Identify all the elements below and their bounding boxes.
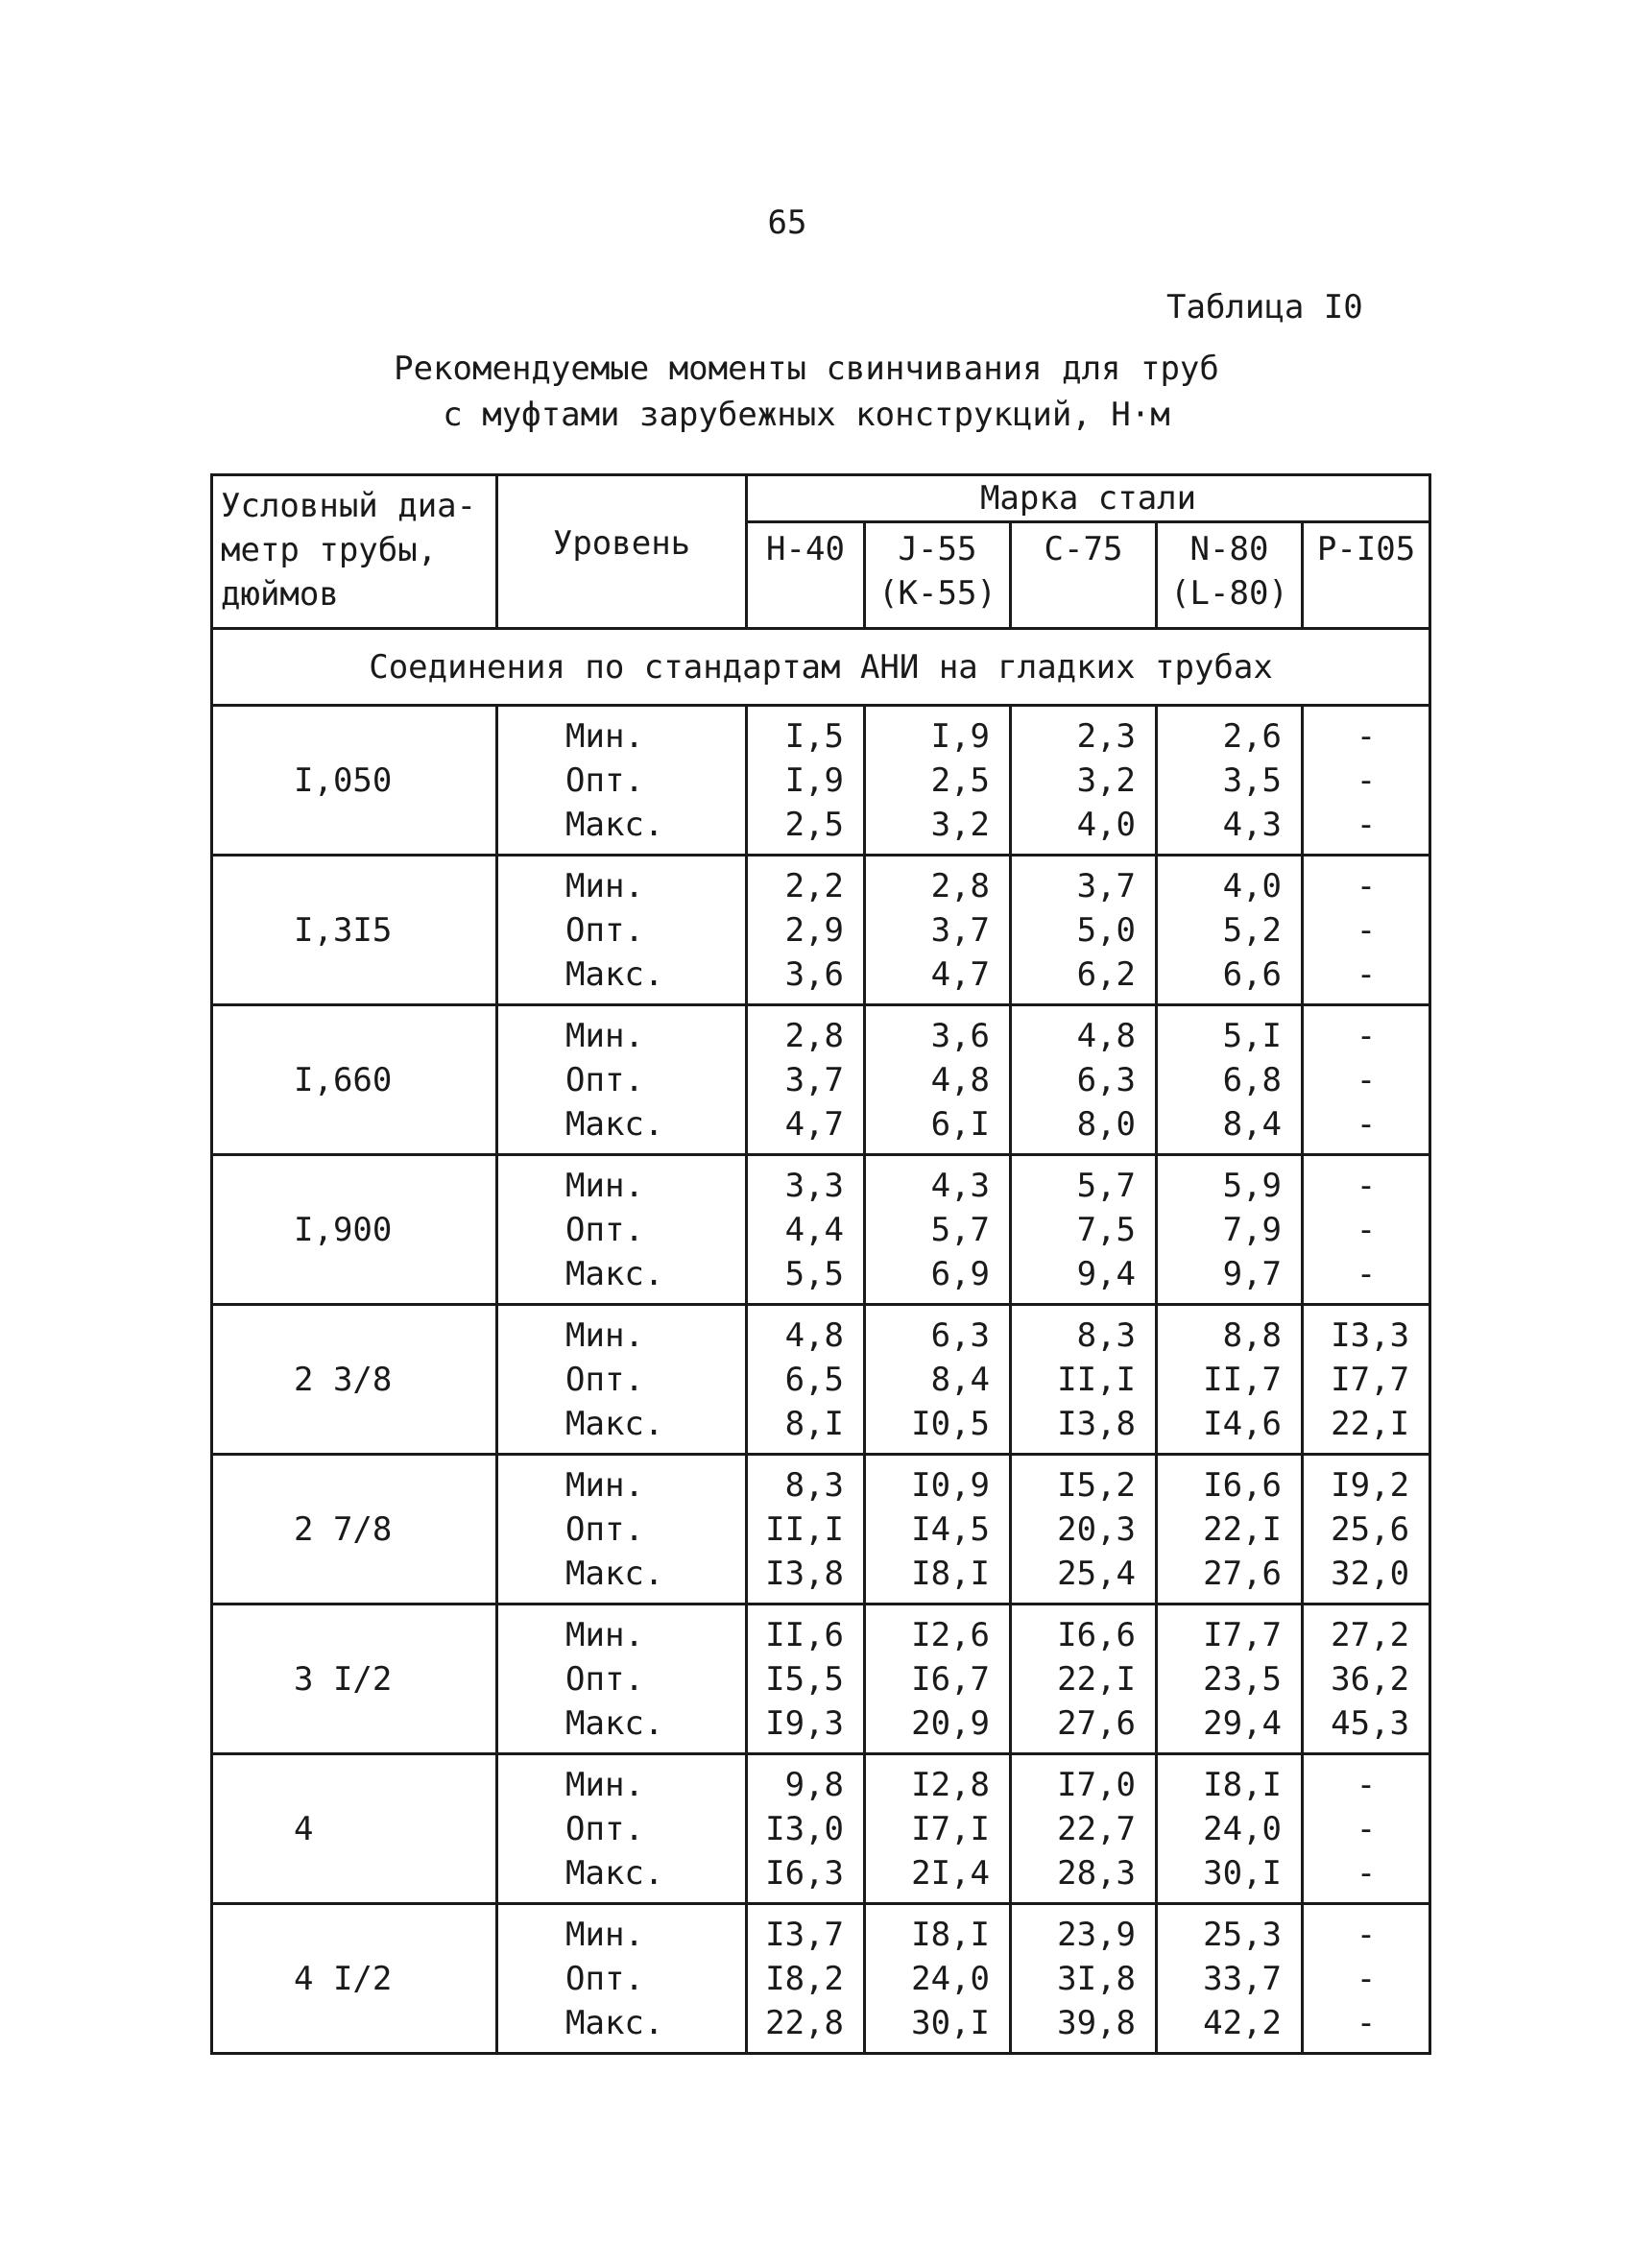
table-row [212, 1305, 1430, 1455]
pipe-diameter: 2 7/8 [212, 1455, 497, 1604]
header-diameter-line-1: Условный диа- [221, 487, 477, 525]
torque-values [1011, 1155, 1157, 1305]
torque-value: - [1356, 1809, 1377, 1848]
torque-values [1011, 1455, 1157, 1604]
level-label: Мин. [565, 1166, 644, 1205]
torque-value: I6,3 [765, 1853, 844, 1893]
header-grade-n80 [1157, 522, 1303, 629]
torque-value: I5,2 [1057, 1465, 1136, 1505]
level-label: Макс. [565, 1703, 664, 1743]
torque-value: 22,I [1057, 1659, 1136, 1699]
torque-values [1157, 1155, 1303, 1305]
torque-value: 9,4 [1076, 1254, 1136, 1293]
torque-value: II,I [1057, 1360, 1136, 1399]
torque-values [747, 1754, 865, 1904]
header-diameter-line-2: метр трубы, [221, 531, 438, 569]
torque-value: 6,8 [1222, 1060, 1282, 1099]
torque-values [1303, 1155, 1430, 1305]
torque-value: I8,2 [765, 1959, 844, 1998]
torque-value: 7,5 [1076, 1210, 1136, 1249]
pipe-diameter: I,3I5 [212, 856, 497, 1005]
torque-value: - [1356, 1210, 1377, 1249]
level-label: Мин. [565, 1465, 644, 1505]
level-labels [497, 856, 747, 1005]
torque-values [865, 706, 1011, 856]
header-steel-grade: Марка стали [747, 475, 1430, 522]
torque-values [1303, 1005, 1430, 1155]
header-diameter-line-3: дюймов [221, 575, 339, 614]
torque-value: 3,6 [784, 954, 844, 994]
torque-values [1157, 1455, 1303, 1604]
level-label: Макс. [565, 1853, 664, 1893]
torque-value: I7,7 [1203, 1615, 1282, 1654]
torque-value: I0,9 [911, 1465, 990, 1505]
torque-value: I6,6 [1057, 1615, 1136, 1654]
table-row [212, 1455, 1430, 1604]
torque-value: 9,8 [784, 1765, 844, 1804]
torque-values [1157, 1005, 1303, 1155]
torque-value: 4,3 [930, 1166, 990, 1205]
torque-values [865, 1155, 1011, 1305]
table-caption [0, 346, 1613, 438]
level-labels [497, 1904, 747, 2054]
torque-values [747, 856, 865, 1005]
grade-n80-alt: (L-80) [1170, 574, 1288, 613]
pipe-diameter: I,660 [212, 1005, 497, 1155]
torque-value: 3,2 [930, 805, 990, 844]
torque-values [1303, 1305, 1430, 1455]
torque-value: 4,8 [1076, 1016, 1136, 1055]
level-label: Мин. [565, 1765, 644, 1804]
level-label: Макс. [565, 805, 664, 844]
torque-value: 25,6 [1331, 1509, 1410, 1549]
torque-values [747, 706, 865, 856]
torque-value: 2,3 [1076, 716, 1136, 756]
torque-value: 4,7 [930, 954, 990, 994]
level-label: Мин. [565, 716, 644, 756]
header-level: Уровень [497, 475, 747, 629]
torque-value: I9,2 [1331, 1465, 1410, 1505]
torque-values [865, 1455, 1011, 1604]
torque-value: - [1356, 2003, 1377, 2042]
level-label: Опт. [565, 910, 644, 950]
torque-value: 2,9 [784, 910, 844, 950]
torque-value: 4,8 [784, 1315, 844, 1355]
torque-value: 6,2 [1076, 954, 1136, 994]
torque-value: I4,6 [1203, 1404, 1282, 1443]
torque-value: 23,5 [1203, 1659, 1282, 1699]
level-labels [497, 1005, 747, 1155]
grade-c75-name: С-75 [1044, 530, 1123, 568]
level-label: Мин. [565, 1615, 644, 1654]
caption-line-2: с муфтами зарубежных конструкций, Н·м [443, 396, 1170, 434]
torque-value: - [1356, 1016, 1377, 1055]
torque-value: I3,0 [765, 1809, 844, 1848]
torque-values [1303, 1754, 1430, 1904]
torque-value: 24,0 [1203, 1809, 1282, 1848]
level-label: Опт. [565, 1060, 644, 1099]
caption-line-1: Рекомендуемые моменты свинчивания для труб [394, 350, 1219, 388]
torque-values [747, 1305, 865, 1455]
torque-values [1157, 1305, 1303, 1455]
torque-values [1011, 1904, 1157, 2054]
level-label: Опт. [565, 1809, 644, 1848]
torque-value: 6,3 [1076, 1060, 1136, 1099]
level-label: Макс. [565, 954, 664, 994]
torque-value: - [1356, 1060, 1377, 1099]
level-label: Мин. [565, 866, 644, 905]
torque-value: - [1356, 1166, 1377, 1205]
pipe-diameter: I,900 [212, 1155, 497, 1305]
pipe-diameter: 4 I/2 [212, 1904, 497, 2054]
torque-value: - [1356, 1104, 1377, 1144]
torque-value: 4,0 [1076, 805, 1136, 844]
level-label: Мин. [565, 1016, 644, 1055]
table-label: Таблица I0 [1166, 288, 1363, 326]
torque-value: I6,6 [1203, 1465, 1282, 1505]
grade-j55-alt: (К-55) [878, 574, 997, 613]
torque-value: 6,I [930, 1104, 990, 1144]
torque-value: 22,8 [765, 2003, 844, 2042]
level-label: Мин. [565, 1315, 644, 1355]
torque-value: 8,4 [1222, 1104, 1282, 1144]
level-label: Опт. [565, 760, 644, 800]
torque-value: 22,7 [1057, 1809, 1136, 1848]
torque-value: 4,7 [784, 1104, 844, 1144]
level-labels [497, 1155, 747, 1305]
torque-value: 27,2 [1331, 1615, 1410, 1654]
header-grade-h40 [747, 522, 865, 629]
torque-value: 5,2 [1222, 910, 1282, 950]
torque-value: 2,6 [1222, 716, 1282, 756]
torque-value: 4,8 [930, 1060, 990, 1099]
table-row [212, 1904, 1430, 2054]
torque-value: 3,7 [784, 1060, 844, 1099]
torque-values [1157, 706, 1303, 856]
torque-value: - [1356, 805, 1377, 844]
torque-value: I,9 [784, 760, 844, 800]
table-row [212, 856, 1430, 1005]
torque-values [1011, 1305, 1157, 1455]
torque-value: 2I,4 [911, 1853, 990, 1893]
torque-values [747, 1155, 865, 1305]
torque-values [865, 1904, 1011, 2054]
torque-value: I,9 [930, 716, 990, 756]
torque-value: I6,7 [911, 1659, 990, 1699]
level-label: Макс. [565, 1554, 664, 1593]
torque-values [865, 856, 1011, 1005]
torque-value: - [1356, 954, 1377, 994]
torque-value: I2,8 [911, 1765, 990, 1804]
torque-value: 28,3 [1057, 1853, 1136, 1893]
torque-value: I3,7 [765, 1915, 844, 1954]
torque-value: 2,5 [784, 805, 844, 844]
torque-table [210, 473, 1431, 2055]
torque-value: 42,2 [1203, 2003, 1282, 2042]
level-label: Опт. [565, 1509, 644, 1549]
header-grade-p105 [1303, 522, 1430, 629]
torque-value: 6,9 [930, 1254, 990, 1293]
torque-value: 32,0 [1331, 1554, 1410, 1593]
torque-value: 5,9 [1222, 1166, 1282, 1205]
section-title: Соединения по стандартам АНИ на гладких трубах [212, 629, 1430, 706]
torque-value: - [1356, 866, 1377, 905]
torque-value: 27,6 [1203, 1554, 1282, 1593]
torque-values [747, 1904, 865, 2054]
torque-value: I,5 [784, 716, 844, 756]
grade-n80-name: N-80 [1189, 530, 1269, 568]
level-labels [497, 1754, 747, 1904]
torque-values [865, 1005, 1011, 1155]
torque-values [1157, 1904, 1303, 2054]
torque-value: 5,I [1222, 1016, 1282, 1055]
header-grade-c75 [1011, 522, 1157, 629]
torque-value: 22,I [1203, 1509, 1282, 1549]
torque-values [1157, 1754, 1303, 1904]
torque-values [1011, 856, 1157, 1005]
torque-values [1303, 856, 1430, 1005]
page-number: 65 [767, 204, 807, 242]
table-row [212, 1155, 1430, 1305]
torque-value: I0,5 [911, 1404, 990, 1443]
torque-value: 3I,8 [1057, 1959, 1136, 1998]
torque-value: 5,5 [784, 1254, 844, 1293]
torque-value: I8,I [911, 1554, 990, 1593]
torque-value: 45,3 [1331, 1703, 1410, 1743]
header-diameter [212, 475, 497, 629]
torque-value: 6,6 [1222, 954, 1282, 994]
pipe-diameter: I,050 [212, 706, 497, 856]
torque-value: 3,2 [1076, 760, 1136, 800]
torque-value: II,7 [1203, 1360, 1282, 1399]
level-label: Опт. [565, 1360, 644, 1399]
table-row [212, 706, 1430, 856]
table-row [212, 1604, 1430, 1754]
torque-value: 39,8 [1057, 2003, 1136, 2042]
torque-value: 3,6 [930, 1016, 990, 1055]
torque-value: 2,8 [930, 866, 990, 905]
torque-values [1011, 1604, 1157, 1754]
torque-value: I9,3 [765, 1703, 844, 1743]
torque-value: 8,3 [784, 1465, 844, 1505]
torque-value: 4,0 [1222, 866, 1282, 905]
grade-j55-name: J-55 [898, 530, 977, 568]
torque-values [865, 1754, 1011, 1904]
table-row [212, 1005, 1430, 1155]
torque-value: 3,3 [784, 1166, 844, 1205]
level-labels [497, 1604, 747, 1754]
torque-value: 36,2 [1331, 1659, 1410, 1699]
torque-value: 5,7 [930, 1210, 990, 1249]
torque-values [865, 1305, 1011, 1455]
pipe-diameter: 3 I/2 [212, 1604, 497, 1754]
torque-values [865, 1604, 1011, 1754]
torque-values [1303, 706, 1430, 856]
torque-value: 22,I [1331, 1404, 1410, 1443]
pipe-diameter: 2 3/8 [212, 1305, 497, 1455]
header-grade-j55 [865, 522, 1011, 629]
torque-value: - [1356, 1765, 1377, 1804]
pipe-diameter: 4 [212, 1754, 497, 1904]
torque-value: - [1356, 760, 1377, 800]
torque-value: 5,7 [1076, 1166, 1136, 1205]
level-labels [497, 1305, 747, 1455]
torque-values [1157, 1604, 1303, 1754]
torque-value: 30,I [1203, 1853, 1282, 1893]
torque-value: 25,4 [1057, 1554, 1136, 1593]
torque-value: - [1356, 1959, 1377, 1998]
torque-value: 3,7 [930, 910, 990, 950]
grade-h40-name: Н-40 [766, 530, 845, 568]
torque-value: - [1356, 1853, 1377, 1893]
level-label: Опт. [565, 1210, 644, 1249]
torque-value: 6,5 [784, 1360, 844, 1399]
level-label: Макс. [565, 2003, 664, 2042]
level-labels [497, 1455, 747, 1604]
torque-value: 33,7 [1203, 1959, 1282, 1998]
torque-value: 4,3 [1222, 805, 1282, 844]
torque-value: 25,3 [1203, 1915, 1282, 1954]
torque-value: I3,3 [1331, 1315, 1410, 1355]
torque-value: 8,3 [1076, 1315, 1136, 1355]
torque-value: 8,0 [1076, 1104, 1136, 1144]
torque-values [747, 1005, 865, 1155]
torque-value: 6,3 [930, 1315, 990, 1355]
torque-value: 8,8 [1222, 1315, 1282, 1355]
torque-value: I5,5 [765, 1659, 844, 1699]
torque-value: I8,I [1203, 1765, 1282, 1804]
torque-value: 9,7 [1222, 1254, 1282, 1293]
level-labels [497, 706, 747, 856]
torque-value: 24,0 [911, 1959, 990, 1998]
torque-value: 30,I [911, 2003, 990, 2042]
torque-value: I2,6 [911, 1615, 990, 1654]
torque-value: I7,7 [1331, 1360, 1410, 1399]
torque-value: 3,5 [1222, 760, 1282, 800]
torque-value: 20,9 [911, 1703, 990, 1743]
torque-values [1011, 1754, 1157, 1904]
torque-value: 23,9 [1057, 1915, 1136, 1954]
torque-value: 2,5 [930, 760, 990, 800]
torque-value: 20,3 [1057, 1509, 1136, 1549]
torque-value: 29,4 [1203, 1703, 1282, 1743]
torque-values [1157, 856, 1303, 1005]
torque-value: 7,9 [1222, 1210, 1282, 1249]
level-label: Опт. [565, 1959, 644, 1998]
torque-value: 5,0 [1076, 910, 1136, 950]
torque-value: I4,5 [911, 1509, 990, 1549]
torque-value: 8,4 [930, 1360, 990, 1399]
torque-value: - [1356, 1254, 1377, 1293]
torque-value: I8,I [911, 1915, 990, 1954]
torque-value: - [1356, 1915, 1377, 1954]
torque-values [1303, 1455, 1430, 1604]
level-label: Макс. [565, 1104, 664, 1144]
torque-value: 3,7 [1076, 866, 1136, 905]
torque-value: I3,8 [765, 1554, 844, 1593]
torque-value: 4,4 [784, 1210, 844, 1249]
torque-value: II,6 [765, 1615, 844, 1654]
torque-values [1011, 706, 1157, 856]
torque-values [1011, 1005, 1157, 1155]
torque-value: II,I [765, 1509, 844, 1549]
torque-value: I3,8 [1057, 1404, 1136, 1443]
torque-values [1303, 1904, 1430, 2054]
table-row [212, 1754, 1430, 1904]
torque-values [1303, 1604, 1430, 1754]
torque-value: - [1356, 716, 1377, 756]
torque-value: 8,I [784, 1404, 844, 1443]
level-label: Мин. [565, 1915, 644, 1954]
torque-values [747, 1604, 865, 1754]
level-label: Опт. [565, 1659, 644, 1699]
torque-value: I7,I [911, 1809, 990, 1848]
torque-values [747, 1455, 865, 1604]
torque-value: 27,6 [1057, 1703, 1136, 1743]
torque-value: 2,2 [784, 866, 844, 905]
torque-value: 2,8 [784, 1016, 844, 1055]
level-label: Макс. [565, 1254, 664, 1293]
grade-p105-name: Р-I05 [1316, 530, 1416, 568]
level-label: Макс. [565, 1404, 664, 1443]
torque-value: - [1356, 910, 1377, 950]
torque-value: I7,0 [1057, 1765, 1136, 1804]
